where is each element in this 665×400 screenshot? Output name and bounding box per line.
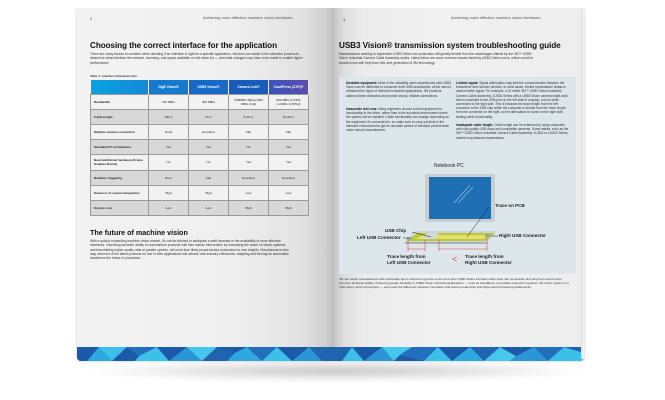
table-cell: No	[149, 154, 189, 170]
table-cell: Low	[229, 185, 269, 200]
label-usb-chip: USB Chip	[385, 228, 407, 233]
table-cell: Good	[149, 124, 189, 139]
section-title: The future of machine vision	[90, 228, 188, 237]
running-head: Achieving more effective machine vision interfaces	[203, 15, 293, 20]
diagram-title: Notebook PC	[434, 163, 464, 169]
table-cell: Fair	[269, 124, 309, 139]
table-cell: Fair	[189, 170, 229, 185]
table-row	[91, 200, 309, 215]
issue-limited-signal	[456, 81, 571, 119]
table-cell: Yes	[189, 139, 229, 154]
comparison-symbol: <	[452, 254, 458, 264]
row-label: Standard PC architecture	[91, 139, 149, 154]
row-label: System cost	[91, 200, 149, 215]
table-cell: Yes	[269, 154, 309, 170]
table-cell: 10-20 m	[269, 109, 309, 124]
table-cell: 600 MB/s (CXP6) 1.2GB/s (CXP12)	[269, 94, 309, 109]
label-trace-on-pcb: Trace on PCB	[495, 203, 525, 208]
label-trace-length-left-line1: Trace length from	[387, 254, 426, 259]
table-row	[91, 170, 309, 185]
table-cell: Yes	[269, 139, 309, 154]
table-cell: No	[229, 139, 269, 154]
section-body: With a quickly expanding machine vision market, it's not far-fetched to anticipate a swift increase in the availability of more effective interfaces. Improving factories' ability to manufacture products with less human intervention by increasing the reach of robotic systems and transmitting higher quality data at greater speeds, will more than likely propel factory automation to new heights. Manufacturers who stay informed of the latest products for use in their applications will witness new industry milestones, adapting and thriving as automation transforms the future of production.	[90, 239, 290, 261]
table-cell: Yes	[149, 139, 189, 154]
row-label: Realtime triggering	[91, 170, 149, 185]
running-head: Achieving more effective machine vision interfaces	[451, 15, 541, 20]
right-page	[334, 8, 584, 361]
table-cell: 8-10 m	[229, 109, 269, 124]
decorative-polygon-band	[77, 347, 334, 361]
table-caption: Table 1: Interface Characteristics	[90, 74, 137, 78]
page-title: USB3 Vision® transmission system troubleshooting guide	[339, 41, 561, 50]
issue-title: Unstable equipment:	[346, 81, 378, 85]
table-cell: 115 MB/s	[149, 94, 189, 109]
table-row	[91, 139, 309, 154]
issue-body: Signal attenuation may limit the communication between the transceiver and receiver devices. In most cases, limited transmission distance means better signal. For example, a 10 meter 3M™ USB3 Vision Industrial Camera Cable Assembly, 1U30A Series with a USB3 Vision camera might work when connected to the USB port on the left side of a laptop, but not when connected to the right side. This is because the trace length from the left connector to the USB chip within the computer is shorter than the trace length from the connector on the right, so the attenuation is worse on the right side, limiting cable functionality.	[456, 81, 568, 119]
label-trace-length-right-line2: Right USB Connector	[465, 260, 512, 265]
table-header-row	[91, 80, 309, 94]
table-row	[91, 185, 309, 200]
table-cell: High	[229, 200, 269, 215]
issue-inadequate-cable-length	[456, 123, 571, 140]
row-label: Easiness of system integration	[91, 185, 149, 200]
table-cell: Low	[269, 185, 309, 200]
column-header: USB3 Vision®	[189, 80, 229, 94]
table-row	[91, 109, 309, 124]
interface-comparison-table	[90, 80, 309, 216]
table-cell: Excellent	[269, 170, 309, 185]
page-number: 2	[90, 16, 93, 21]
row-label: Need additional hardware (Frame Grabber Board)	[91, 154, 149, 170]
label-left-usb-connector: Left USB Connector	[357, 235, 401, 240]
troubleshooting-callout	[339, 77, 576, 274]
issue-title: Limited signal:	[456, 81, 479, 85]
row-label: Bandwidth	[91, 94, 149, 109]
table-cell: Fair	[229, 124, 269, 139]
page-number: 3	[343, 17, 346, 22]
table-cell: Excellent	[229, 170, 269, 185]
issue-unstable-equipment	[346, 81, 451, 98]
page-edge	[581, 9, 584, 359]
decorative-polygon-band	[334, 347, 584, 361]
table-cell: Low	[189, 200, 229, 215]
table-cell: High	[269, 200, 309, 215]
brochure-shadow	[80, 360, 590, 382]
section-title: Choosing the correct interface for the application	[90, 41, 277, 50]
column-header: Camera Link®	[229, 80, 269, 94]
table-cell: High	[189, 185, 229, 200]
issue-inaccurate-test-runs	[346, 107, 451, 132]
issue-body: Many engineers choose to test equipment for functionality in the office, rather than in the industrial environment where the system will be installed. Cable functionality can change depending on the equipment it's connected to, so make sure to carry out tests in the intended environment to get an accurate picture of interface performance under actual circumstances.	[346, 107, 450, 133]
column-header: CoaXPress (CXP)®	[269, 80, 309, 94]
table-row	[91, 94, 309, 109]
table-cell: 10 m	[189, 109, 229, 124]
table-cell: No	[189, 154, 229, 170]
closing-paragraph: 3M can assist manufacturers with actionable tips to help them get the most out of their USB3 Vision interface within their site constraints and help them avoid some common technical pitfalls. Achieving greater flexibility in USB3 Vision industrial applications — such as standalone or portable inspection systems, 3D vision systems on robot arms, and microscopes — can mean the difference between innovation that drives productivity and helps avoid processing bottlenecks.	[339, 277, 569, 290]
row-label: Multiple camera connection	[91, 124, 149, 139]
issue-title: Inadequate cable length:	[456, 123, 494, 127]
page-intro: Manufacturers seeking to implement USB3 Vision into production will greatly benefit from the advantages offered by the 3M™ USB3 Vision Industrial Camera Cable Assembly series. Listed below are some common issues faced by USB3 Vision users, which could be avoided now with help from this next generation of 3M technology.	[339, 52, 534, 65]
label-trace-length-right-line1: Trace length from	[465, 254, 504, 259]
table-cell: Low	[149, 200, 189, 215]
left-page	[77, 8, 334, 361]
label-right-usb-connector: Right USB Connector	[499, 233, 546, 238]
issue-body: Most of the instability users experienced with USB3 Vision can be attributed to consumer level USB accessories, which cannot withstand the rigors of intensive industrial applications. 3M products address these obstacles and provide sturdy, reliable connections.	[346, 81, 451, 98]
table-cell: Excellent	[189, 124, 229, 139]
table-cell: 400 MB/s	[189, 94, 229, 109]
section-intro: There are many factors to consider when deciding if an interface is right for a specific application. Vendors can assist in the selection process to determine what interface the network, inventory, and space available on site allow for — and what changes may have to be made to enable higher performance.	[90, 52, 303, 65]
table-row	[91, 124, 309, 139]
issue-title: Inaccurate test runs:	[346, 107, 378, 111]
table-cell: Yes	[229, 154, 269, 170]
label-trace-length-left-line2: Left USB Connector	[387, 260, 431, 265]
table-row	[91, 154, 309, 170]
table-cell: 255MB/s (Base) 680 MB/s (Full)	[229, 94, 269, 109]
table-cell: 100 m	[149, 109, 189, 124]
row-label: Cable length	[91, 109, 149, 124]
column-header	[91, 80, 149, 94]
table-cell: Poor	[149, 170, 189, 185]
table-cell: High	[149, 185, 189, 200]
issue-body: Cable length can be extended by using computers with high quality USB chips and compatible cameras. Some cables, such as the 3M™ USB3 Vision Industrial Camera Cable Assembly, 1U30A or 1U30S Series, enable long distance transmission.	[456, 123, 569, 140]
notebook-trace-diagram	[359, 163, 564, 273]
column-header: GigE Vision®	[149, 80, 189, 94]
